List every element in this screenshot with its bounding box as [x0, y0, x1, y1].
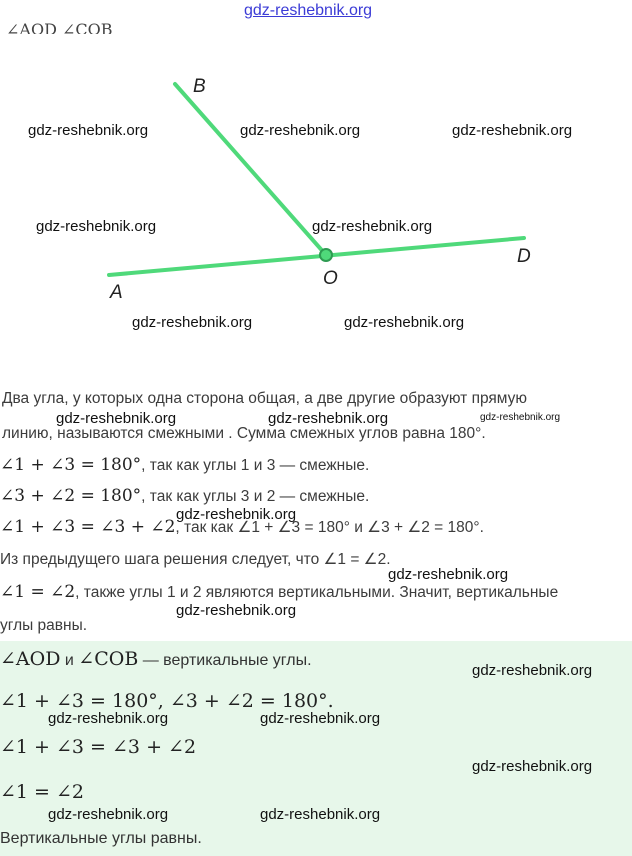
watermark: gdz-reshebnik.org — [28, 122, 149, 139]
step5-line1 — [0, 582, 558, 602]
step5-line2: углы равны. — [0, 617, 88, 634]
watermark: gdz-reshebnik.org — [480, 412, 561, 423]
para1-line1: Два угла, у которых одна сторона общая, а две другие образуют прямую — [2, 390, 528, 407]
watermark: gdz-reshebnik.org — [260, 710, 381, 727]
label-b: B — [193, 76, 206, 97]
step5-math: ∠1 = ∠2 — [0, 582, 76, 602]
watermark: gdz-reshebnik.org — [132, 314, 253, 331]
watermark: gdz-reshebnik.org — [56, 410, 177, 427]
para1-line2: линию, называются смежными . Сумма смежных углов равна 180°. — [2, 425, 486, 442]
answer-line1-text: — вертикальные углы. — [138, 652, 312, 669]
answer-conj: и — [60, 652, 79, 669]
answer-line4: ∠1 = ∠2 — [0, 781, 85, 803]
step2-math: ∠3 + ∠2 = 180° — [0, 486, 142, 506]
answer-line1 — [0, 648, 312, 670]
watermark: gdz-reshebnik.org — [48, 710, 169, 727]
answer-line3: ∠1 + ∠3 = ∠3 + ∠2 — [0, 736, 197, 758]
watermark: gdz-reshebnik.org — [260, 806, 381, 823]
ray-ob — [175, 84, 326, 255]
watermark: gdz-reshebnik.org — [312, 218, 433, 235]
watermark: gdz-reshebnik.org — [176, 602, 297, 619]
watermark: gdz-reshebnik.org — [472, 758, 593, 775]
watermark: gdz-reshebnik.org — [472, 662, 593, 679]
watermark: gdz-reshebnik.org — [48, 806, 169, 823]
answer-line2: ∠1 + ∠3 = 180°, ∠3 + ∠2 = 180°. — [0, 690, 334, 712]
step4: Из предыдущего шага решения следует, что ∠1 = ∠2. — [0, 551, 391, 568]
watermark: gdz-reshebnik.org — [240, 122, 361, 139]
watermark: gdz-reshebnik.org — [388, 566, 509, 583]
point-o — [320, 249, 332, 261]
answer-math-cob: ∠COB — [78, 648, 139, 670]
label-a: A — [110, 282, 123, 303]
answer-line5: Вертикальные углы равны. — [0, 830, 202, 847]
step5-text: , также углы 1 и 2 являются вертикальными. Значит, вертикальные — [75, 584, 559, 601]
step3-math: ∠1 + ∠3 = ∠3 + ∠2 — [0, 517, 176, 537]
step3-text: , так как ∠1 + ∠3 = 180° и ∠3 + ∠2 = 180°. — [175, 519, 484, 536]
step2-text: , так как углы 3 и 2 — смежные. — [141, 488, 370, 505]
step1-text: , так как углы 1 и 3 — смежные. — [141, 457, 370, 474]
step1-math: ∠1 + ∠3 = 180° — [0, 455, 142, 475]
watermark: gdz-reshebnik.org — [452, 122, 573, 139]
angle-diagram — [0, 60, 632, 310]
label-o: O — [323, 268, 338, 289]
answer-math-aod: ∠AOD — [0, 648, 61, 670]
cut-off-line: ∠AOD ∠COB — [6, 20, 113, 34]
step2 — [0, 486, 369, 506]
watermark: gdz-reshebnik.org — [36, 218, 157, 235]
step1 — [0, 455, 369, 475]
watermark: gdz-reshebnik.org — [344, 314, 465, 331]
site-link[interactable]: gdz-reshebnik.org — [244, 2, 373, 19]
watermark: gdz-reshebnik.org — [176, 506, 297, 523]
label-d: D — [517, 246, 531, 267]
watermark: gdz-reshebnik.org — [268, 410, 389, 427]
